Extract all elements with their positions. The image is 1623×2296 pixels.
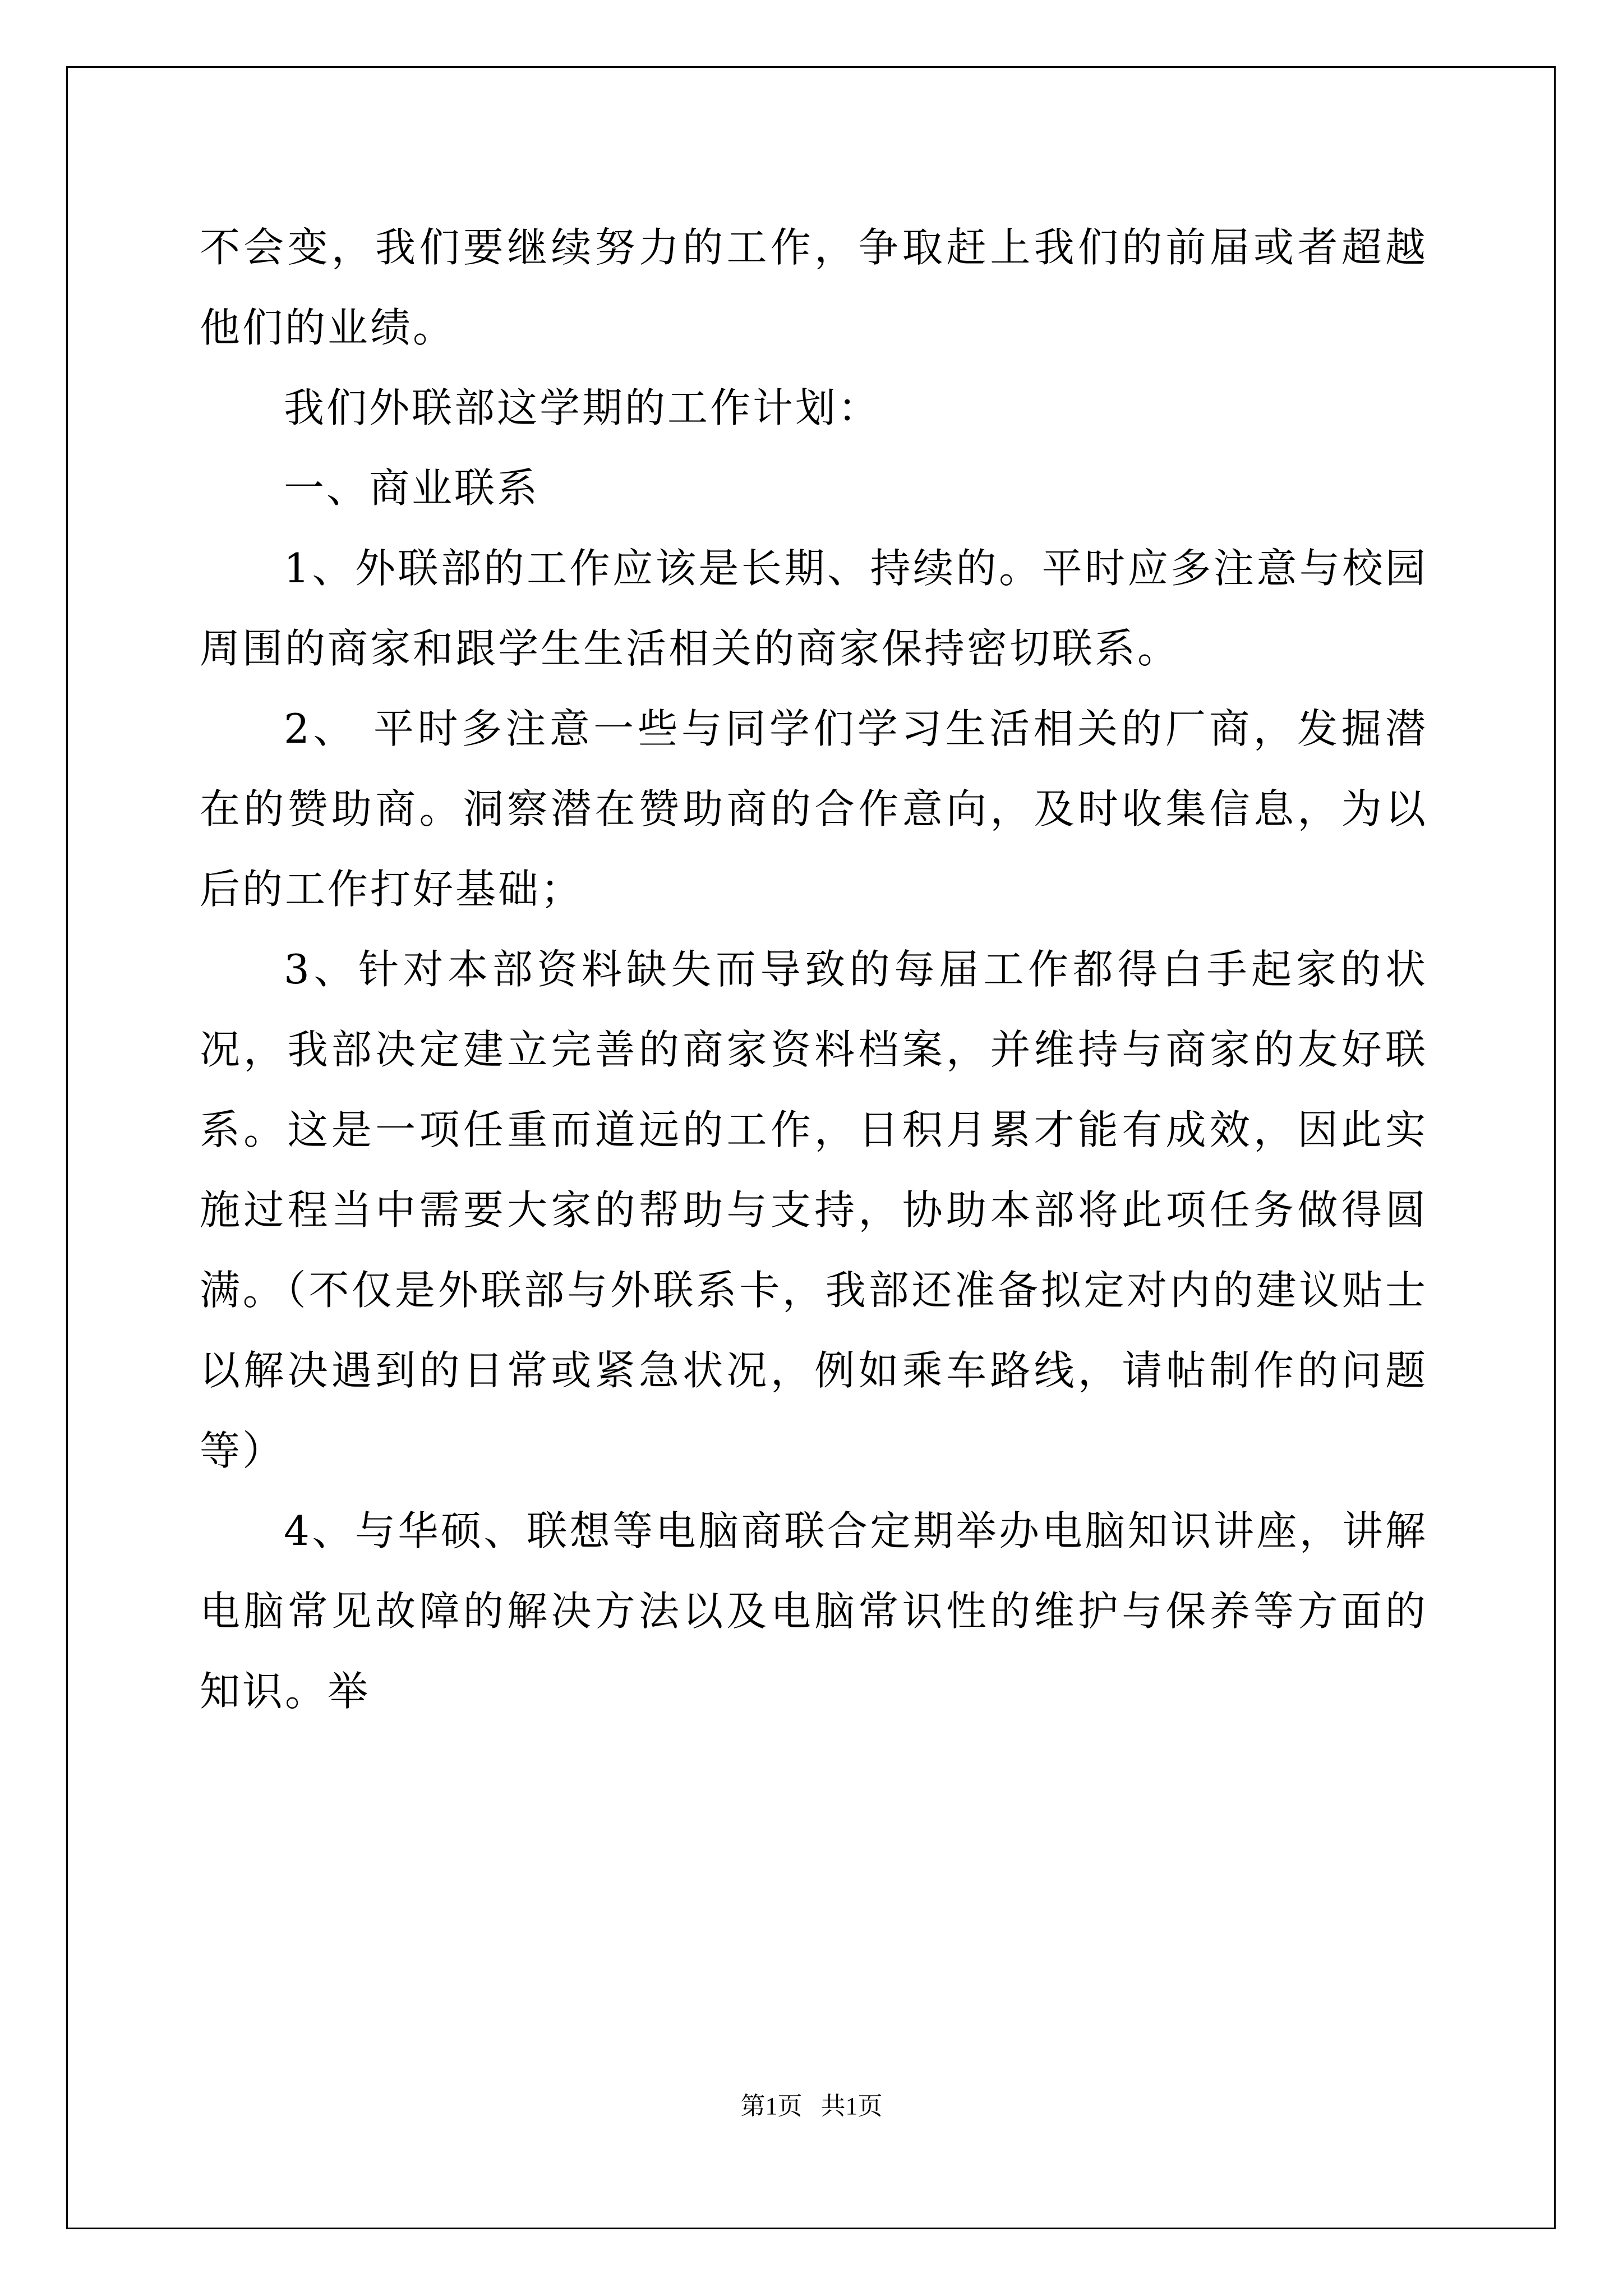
paragraph-item-1: 1、外联部的工作应该是长期、持续的。平时应多注意与校园周围的商家和跟学生生活相关的商家保持密切联系。 [200,545,1428,672]
paragraph-item-2: 2、 平时多注意一些与同学们学习生活相关的厂商，发掘潜在的赞助商。洞察潜在赞助商的合作意向，及时收集信息，为以后的工作打好基础； [200,705,1428,913]
document-body [200,208,1428,1732]
paragraph-plan-intro: 我们外联部这学期的工作计划： [284,384,881,431]
paragraph-continuation: 不会变，我们要继续努力的工作，争取赶上我们的前届或者超越他们的业绩。 [200,224,1428,351]
paragraph-item-4: 4、与华硕、联想等电脑商联合定期举办电脑知识讲座，讲解电脑常见故障的解决方法以及电脑常识性的维护与保养等方面的知识。举 [200,1507,1428,1715]
section-heading-business-contact: 一、商业联系 [284,464,540,512]
paragraph-item-3: 3、针对本部资料缺失而导致的每届工作都得白手起家的状况，我部决定建立完善的商家资料档案，并维持与商家的友好联系。这是一项任重而道远的工作，日积月累才能有成效，因此实施过程当中需要大家的帮助与支持，协助本部将此项任务做得圆满。（不仅是外联部与外联系卡，我部还准备拟定对内的建议贴士以解决遇到的日常或紧急状况，例如乘车路线，请帖制作的问题等） [200,946,1428,1474]
page-number-footer: 第1页 共1页 [740,2092,883,2120]
